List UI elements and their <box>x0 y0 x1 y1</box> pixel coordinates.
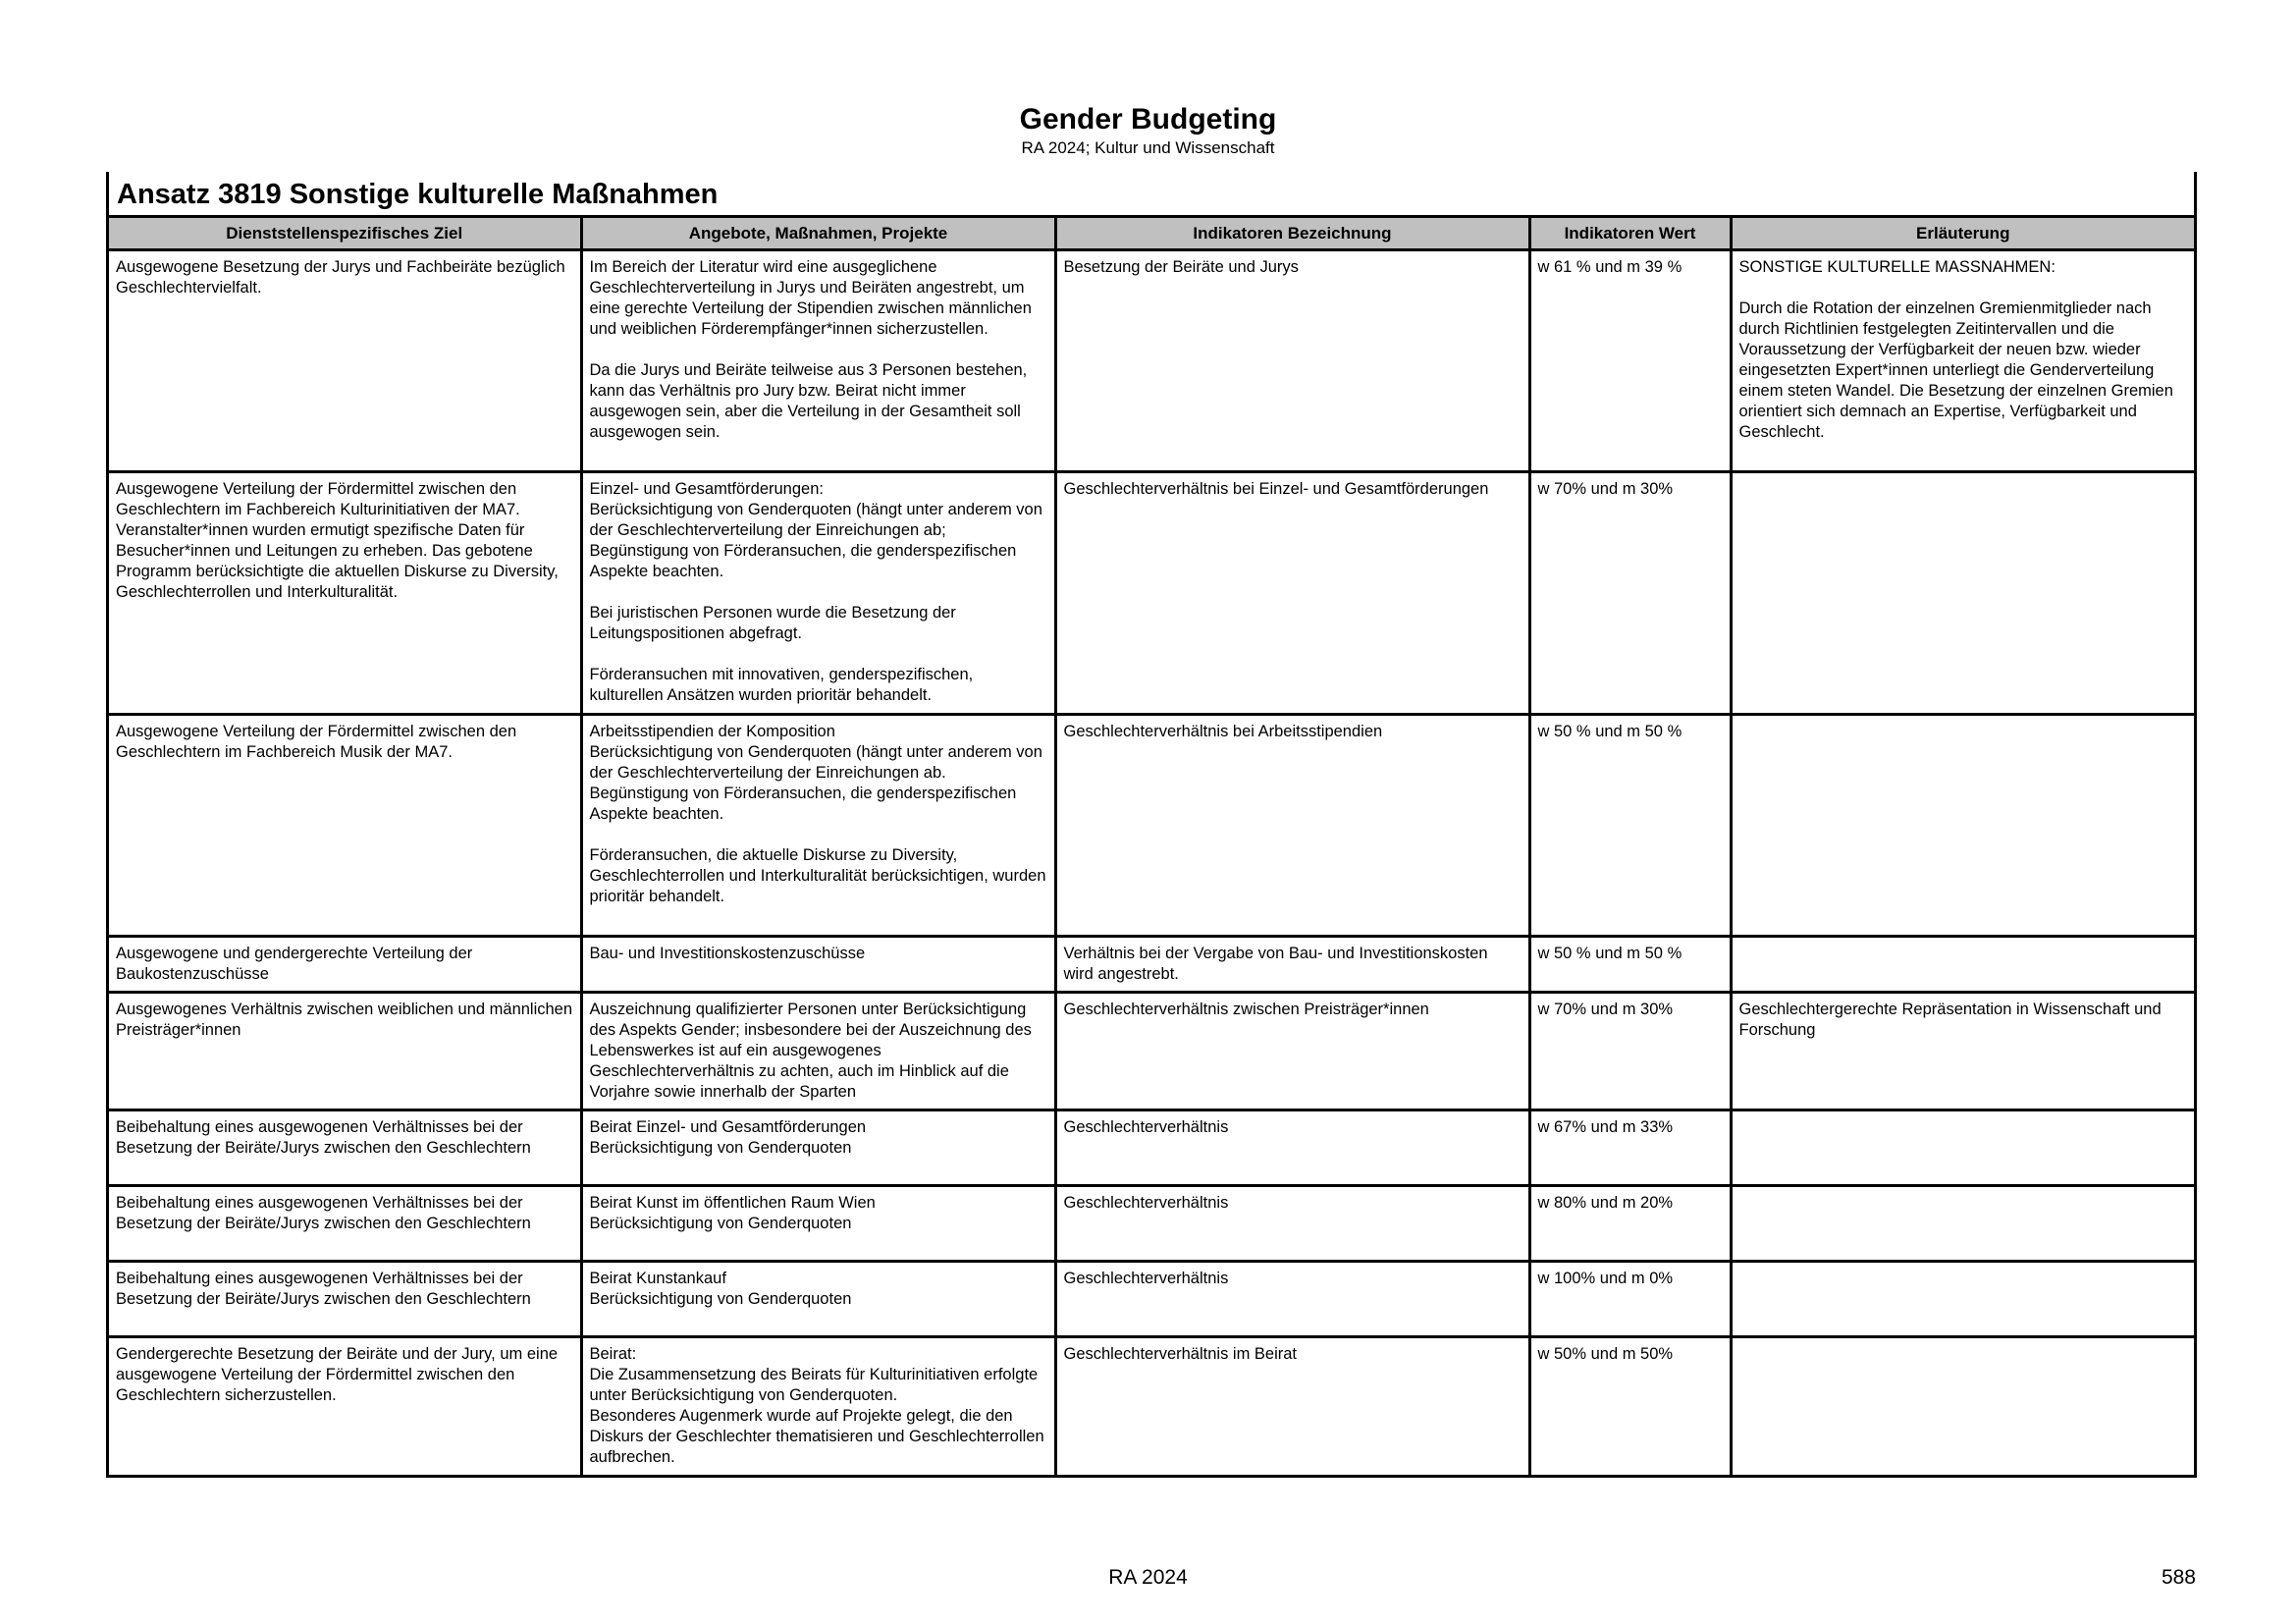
cell-massnahmen: Arbeitsstipendien der Komposition Berücksichtigung von Genderquoten (hängt unter anderem von der Geschlechterverteilung der Einreichungen ab. Begünstigung von Förderansuchen, die genderspezifischen Aspekte beachten. Förderansuchen, die aktuelle Diskurse zu Diversity, Geschlechterrollen und Interkulturalität berücksichtigen, wurden prioritär behandelt. <box>581 715 1055 937</box>
cell-wert: w 70% und m 30% <box>1529 993 1731 1110</box>
cell-ziel: Beibehaltung eines ausgewogenen Verhältnisses bei der Besetzung der Beiräte/Jurys zwischen den Geschlechtern <box>109 1262 581 1337</box>
cell-indikator: Besetzung der Beiräte und Jurys <box>1055 250 1529 472</box>
cell-massnahmen: Einzel- und Gesamtförderungen: Berücksichtigung von Genderquoten (hängt unter anderem von der Geschlechterverteilung der Einreichungen ab; Begünstigung von Förderansuchen, die genderspezifischen Aspekte beachten. Bei juristischen Personen wurde die Besetzung der Leitungspositionen abgefragt. Förderansuchen mit innovativen, genderspezifischen, kulturellen Ansätzen wurden prioritär behandelt. <box>581 472 1055 715</box>
cell-ziel: Beibehaltung eines ausgewogenen Verhältnisses bei der Besetzung der Beiräte/Jurys zwischen den Geschlechtern <box>109 1110 581 1186</box>
cell-erlaeuterung <box>1731 1337 2194 1475</box>
table-row <box>109 1337 2194 1475</box>
cell-indikator: Verhältnis bei der Vergabe von Bau- und Investitionskosten wird angestrebt. <box>1055 937 1529 993</box>
column-header-wert: Indikatoren Wert <box>1529 218 1731 250</box>
cell-massnahmen: Auszeichnung qualifizierter Personen unter Berücksichtigung des Aspekts Gender; insbesondere bei der Auszeichnung des Lebenswerkes ist auf ein ausgewogenes Geschlechterverhältnis zu achten, auch im Hinblick auf die Vorjahre sowie innerhalb der Sparten <box>581 993 1055 1110</box>
gender-budgeting-sheet <box>106 172 2197 1478</box>
cell-indikator: Geschlechterverhältnis bei Arbeitsstipendien <box>1055 715 1529 937</box>
cell-indikator: Geschlechterverhältnis <box>1055 1262 1529 1337</box>
cell-ziel: Ausgewogene Verteilung der Fördermittel zwischen den Geschlechtern im Fachbereich Musik der MA7. <box>109 715 581 937</box>
cell-indikator: Geschlechterverhältnis zwischen Preisträger*innen <box>1055 993 1529 1110</box>
cell-massnahmen: Beirat Einzel- und Gesamtförderungen Berücksichtigung von Genderquoten <box>581 1110 1055 1186</box>
cell-massnahmen: Beirat: Die Zusammensetzung des Beirats für Kulturinitiativen erfolgte unter Berücksichtigung von Genderquoten. Besonderes Augenmerk wurde auf Projekte gelegt, die den Diskurs der Geschlechter thematisieren und Geschlechterrollen aufbrechen. <box>581 1337 1055 1475</box>
table-row <box>109 250 2194 472</box>
table-row <box>109 993 2194 1110</box>
table-row <box>109 472 2194 715</box>
document-subtitle: RA 2024; Kultur und Wissenschaft <box>1021 138 1275 157</box>
cell-massnahmen: Beirat Kunstankauf Berücksichtigung von Genderquoten <box>581 1262 1055 1337</box>
cell-wert: w 67% und m 33% <box>1529 1110 1731 1186</box>
column-header-massnahmen: Angebote, Maßnahmen, Projekte <box>581 218 1055 250</box>
cell-indikator: Geschlechterverhältnis im Beirat <box>1055 1337 1529 1475</box>
cell-massnahmen: Im Bereich der Literatur wird eine ausgeglichene Geschlechterverteilung in Jurys und Beiräten angestrebt, um eine gerechte Verteilung der Stipendien zwischen männlichen und weiblichen Förderempfänger*innen sicherzustellen. Da die Jurys und Beiräte teilweise aus 3 Personen bestehen, kann das Verhältnis pro Jury bzw. Beirat nicht immer ausgewogen sein, aber die Verteilung in der Gesamtheit soll ausgewogen sein. <box>581 250 1055 472</box>
cell-wert: w 50% und m 50% <box>1529 1337 1731 1475</box>
cell-wert: w 50 % und m 50 % <box>1529 937 1731 993</box>
cell-ziel: Ausgewogene Besetzung der Jurys und Fachbeiräte bezüglich Geschlechtervielfalt. <box>109 250 581 472</box>
cell-indikator: Geschlechterverhältnis <box>1055 1110 1529 1186</box>
cell-indikator: Geschlechterverhältnis <box>1055 1186 1529 1262</box>
cell-wert: w 100% und m 0% <box>1529 1262 1731 1337</box>
cell-erlaeuterung <box>1731 1110 2194 1186</box>
cell-erlaeuterung <box>1731 472 2194 715</box>
cell-erlaeuterung <box>1731 937 2194 993</box>
cell-erlaeuterung <box>1731 715 2194 937</box>
cell-ziel: Ausgewogenes Verhältnis zwischen weiblichen und männlichen Preisträger*innen <box>109 993 581 1110</box>
cell-massnahmen: Beirat Kunst im öffentlichen Raum Wien Berücksichtigung von Genderquoten <box>581 1186 1055 1262</box>
cell-ziel: Ausgewogene Verteilung der Fördermittel zwischen den Geschlechtern im Fachbereich Kulturinitiativen der MA7. Veranstalter*innen wurden ermutigt spezifische Daten für Besucher*innen und Leitungen zu erheben. Das gebotene Programm berücksichtigte die aktuellen Diskurse zu Diversity, Geschlechterrollen und Interkulturalität. <box>109 472 581 715</box>
cell-indikator: Geschlechterverhältnis bei Einzel- und Gesamtförderungen <box>1055 472 1529 715</box>
column-header-ziel: Dienststellenspezifisches Ziel <box>109 218 581 250</box>
cell-massnahmen: Bau- und Investitionskostenzuschüsse <box>581 937 1055 993</box>
section-title: Ansatz 3819 Sonstige kulturelle Maßnahmen <box>109 172 2194 218</box>
page-number: 588 <box>2161 1566 2196 1589</box>
table-header-row <box>109 218 2194 250</box>
cell-wert: w 70% und m 30% <box>1529 472 1731 715</box>
table-row <box>109 1262 2194 1337</box>
cell-ziel: Ausgewogene und gendergerechte Verteilung der Baukostenzuschüsse <box>109 937 581 993</box>
cell-erlaeuterung: Geschlechtergerechte Repräsentation in Wissenschaft und Forschung <box>1731 993 2194 1110</box>
cell-erlaeuterung: SONSTIGE KULTURELLE MASSNAHMEN: Durch die Rotation der einzelnen Gremienmitglieder nach durch Richtlinien festgelegten Zeitintervallen und die Voraussetzung der Verfügbarkeit der neuen bzw. wieder eingesetzten Expert*innen unterliegt die Genderverteilung einem steten Wandel. Die Besetzung der einzelnen Gremien orientiert sich demnach an Expertise, Verfügbarkeit und Geschlecht. <box>1731 250 2194 472</box>
table-row <box>109 1110 2194 1186</box>
cell-erlaeuterung <box>1731 1262 2194 1337</box>
footer-label: RA 2024 <box>1108 1566 1188 1589</box>
table-row <box>109 715 2194 937</box>
cell-ziel: Beibehaltung eines ausgewogenen Verhältnisses bei der Besetzung der Beiräte/Jurys zwischen den Geschlechtern <box>109 1186 581 1262</box>
table-row <box>109 1186 2194 1262</box>
cell-wert: w 50 % und m 50 % <box>1529 715 1731 937</box>
column-header-erlaeuterung: Erläuterung <box>1731 218 2194 250</box>
document-title: Gender Budgeting <box>1019 103 1277 135</box>
cell-ziel: Gendergerechte Besetzung der Beiräte und der Jury, um eine ausgewogene Verteilung der Fördermittel zwischen den Geschlechtern sicherzustellen. <box>109 1337 581 1475</box>
column-header-indikator: Indikatoren Bezeichnung <box>1055 218 1529 250</box>
cell-erlaeuterung <box>1731 1186 2194 1262</box>
cell-wert: w 61 % und m 39 % <box>1529 250 1731 472</box>
cell-wert: w 80% und m 20% <box>1529 1186 1731 1262</box>
measures-table <box>109 218 2194 1475</box>
table-row <box>109 937 2194 993</box>
